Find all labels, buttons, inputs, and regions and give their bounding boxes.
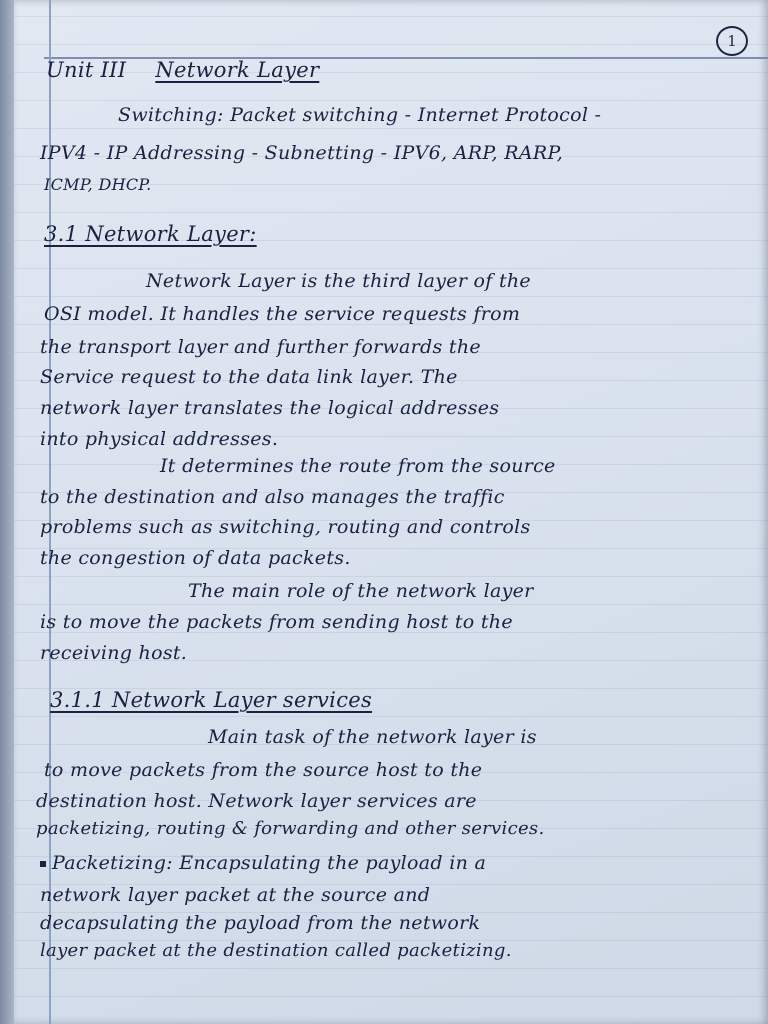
- text-line: the transport layer and further forwards the: [40, 336, 481, 358]
- bullet-icon: [40, 861, 46, 867]
- notebook-binding: [0, 0, 14, 1024]
- text-line: packetizing, routing & forwarding and other services.: [36, 818, 545, 839]
- unit-topic: Network Layer: [155, 58, 320, 82]
- text-line: problems such as switching, routing and controls: [40, 516, 531, 538]
- section-heading-3-1-1: 3.1.1 Network Layer services: [50, 688, 373, 712]
- text-line: Main task of the network layer is: [208, 726, 537, 748]
- text-line: layer packet at the destination called packetizing.: [40, 940, 512, 961]
- text-line: to move packets from the source host to the: [44, 759, 483, 781]
- syllabus-line-1: Switching: Packet switching - Internet Protocol -: [118, 104, 602, 126]
- text-line: OSI model. It handles the service requests from: [44, 303, 521, 325]
- bullet-item-packetizing: [40, 852, 486, 874]
- text-line: The main role of the network layer: [188, 580, 534, 602]
- unit-label: Unit III: [46, 58, 127, 82]
- text-line: is to move the packets from sending host to the: [40, 611, 513, 633]
- unit-title: [46, 58, 319, 82]
- text-line: decapsulating the payload from the network: [40, 912, 481, 934]
- text-line: receiving host.: [40, 642, 188, 664]
- syllabus-line-3: ICMP, DHCP.: [44, 175, 152, 194]
- page-number: 1: [716, 26, 748, 56]
- text-line: It determines the route from the source: [160, 455, 556, 477]
- syllabus-line-2: IPV4 - IP Addressing - Subnetting - IPV6, ARP, RARP,: [40, 142, 564, 164]
- text-line: Network Layer is the third layer of the: [146, 270, 531, 292]
- section-heading-3-1: 3.1 Network Layer:: [44, 222, 257, 246]
- text-line: Service request to the data link layer. The: [40, 366, 458, 388]
- text-line: network layer translates the logical addresses: [40, 397, 500, 419]
- text-line: network layer packet at the source and: [40, 884, 431, 906]
- text-line: destination host. Network layer services are: [36, 790, 477, 812]
- text-line: into physical addresses.: [40, 428, 279, 450]
- text-line: to the destination and also manages the traffic: [40, 486, 505, 508]
- text-line: the congestion of data packets.: [40, 547, 351, 569]
- bullet-text: Packetizing: Encapsulating the payload in a: [52, 852, 487, 874]
